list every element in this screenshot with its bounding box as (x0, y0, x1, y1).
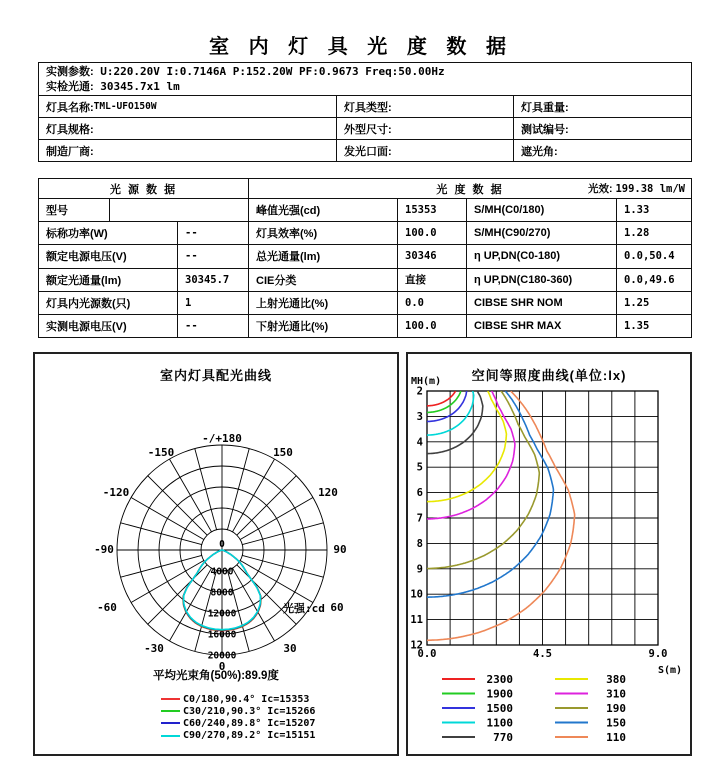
data-value-cell: 0.0,50.4 (624, 250, 675, 263)
data-label-cell: 标称功率(W) (39, 222, 178, 244)
iso-ytick-label: 4 (416, 436, 423, 449)
data-value-cell: 100.0 (398, 222, 467, 244)
data-value-cell: 1.33 (624, 204, 650, 217)
polar-ring-label: 16000 (207, 629, 237, 641)
data-row (39, 269, 691, 292)
iso-ytick-label: 3 (416, 410, 423, 423)
polar-grid-spoke (227, 449, 249, 530)
info-cell-label: 测试编号: (521, 123, 569, 136)
iso-legend-label: 380 (606, 673, 626, 686)
efficacy-label: 光效: (588, 183, 616, 195)
iso-legend-label: 1500 (486, 702, 513, 715)
info-cell (514, 118, 691, 139)
iso-xtick-label: 0.0 (417, 648, 437, 660)
data-label-cell: CIBSE SHR MAX (467, 315, 617, 337)
iso-xtick-label: 4.5 (533, 648, 552, 660)
iso-legend-label: 150 (606, 716, 626, 730)
iso-ytick-label: 11 (410, 614, 423, 627)
data-label-cell: 额定电源电压(V) (39, 245, 178, 267)
polar-grid-spoke (242, 555, 323, 577)
polar-legend (161, 693, 315, 742)
info-cell-value: TML-UFO150W (93, 101, 157, 112)
polar-center-label: 0 (219, 539, 225, 550)
polar-grid-spoke (170, 568, 212, 641)
iso-legend-label: 2300 (486, 673, 513, 686)
info-cell-label: 制造厂商: (46, 146, 94, 158)
polar-angle-label: 60 (330, 601, 344, 614)
isolux-curve (427, 391, 575, 640)
info-cell (39, 96, 337, 117)
data-value-cell: 直接 (398, 269, 467, 291)
polar-legend-swatch (161, 722, 180, 724)
measured-params-row (39, 63, 691, 96)
data-value-cell: 1.25 (624, 296, 650, 309)
data-value-cell: -- (178, 315, 249, 337)
polar-grid-spoke (131, 561, 204, 603)
iso-ytick-label: 10 (410, 588, 423, 601)
iso-legend-label: 1900 (486, 687, 513, 701)
polar-angle-label: -30 (144, 642, 164, 655)
iso-ytick-label: 7 (416, 512, 423, 525)
data-value-cell: 15353 (398, 199, 467, 221)
polar-angle-label: 30 (283, 642, 297, 655)
info-cell-label: 外型尺寸: (344, 123, 392, 136)
iso-ytick-label: 8 (416, 537, 423, 550)
data-label-cell: 峰值光强(cd) (249, 199, 398, 221)
polar-legend-swatch (161, 735, 180, 737)
iso-xtick-label: 9.0 (648, 648, 668, 660)
info-cell-label: 灯具类型: (344, 101, 392, 114)
info-row (39, 140, 691, 162)
info-cell (514, 140, 691, 162)
isolux-panel (406, 352, 692, 756)
polar-angle-label: 150 (273, 446, 293, 459)
info-cell (39, 140, 337, 162)
data-label-cell: η UP,DN(C0-180) (467, 245, 617, 267)
isolux-curve (427, 391, 506, 502)
polar-grid-spoke (131, 498, 204, 540)
iso-legend-label: 1100 (486, 716, 513, 730)
polar-ring-label: 8000 (210, 587, 234, 599)
info-cell-label: 灯具名称: (46, 101, 94, 114)
polar-grid-spoke (233, 568, 275, 641)
info-cell-label: 发光口面: (344, 146, 392, 158)
info-cell (514, 96, 691, 117)
polar-angle-label: 120 (318, 486, 338, 499)
polar-grid-spoke (170, 459, 212, 532)
photometric-data-table (38, 178, 692, 338)
polar-legend-swatch (161, 698, 180, 700)
data-value-cell: -- (178, 245, 249, 267)
data-value-cell: 1.35 (624, 319, 650, 332)
measured-flux-value: 30345.7x1 lm (93, 80, 180, 93)
data-label-cell: 型号 (39, 199, 110, 221)
measured-params-label: 实测参数: (46, 66, 94, 78)
iso-ytick-label: 5 (416, 461, 423, 474)
data-label-cell: 灯具内光源数(只) (39, 292, 178, 314)
iso-ytick-label: 6 (416, 487, 423, 500)
data-label-cell: 额定光通量(lm) (39, 269, 178, 291)
data-label-cell: S/MH(C90/270) (467, 222, 617, 244)
polar-grid-spoke (148, 565, 207, 624)
data-label-cell: CIE分类 (249, 269, 398, 291)
polar-legend-label: C90/270,89.2° Ic=15151 (183, 730, 316, 742)
isolux-chart-title: 空间等照度曲线(单位:lx) (471, 368, 627, 383)
isolux-chart (408, 354, 690, 754)
polar-legend-label: C60/240,89.8° Ic=15207 (183, 717, 316, 729)
polar-angle-label: -120 (102, 486, 130, 499)
polar-grid-spoke (121, 523, 202, 545)
polar-legend-item (161, 717, 315, 729)
data-label-cell: 总光通量(lm) (249, 245, 398, 267)
data-row (39, 245, 691, 268)
polar-legend-swatch (161, 710, 180, 712)
info-cell-label: 灯具重量: (521, 101, 569, 114)
data-label-cell: η UP,DN(C180-360) (467, 269, 617, 291)
data-label-cell: 实测电源电压(V) (39, 315, 178, 337)
info-row (39, 96, 691, 118)
iso-legend-label: 110 (606, 731, 626, 744)
info-cell-label: 灯具规格: (46, 123, 94, 136)
iso-legend-label: 190 (606, 702, 626, 715)
data-table-header (39, 179, 691, 199)
polar-legend-label: C30/210,90.3° Ic=15266 (183, 705, 316, 717)
polar-angle-label: -/+180 (202, 432, 242, 445)
data-value-cell: 1 (178, 292, 249, 314)
efficacy-text (588, 179, 685, 199)
data-row (39, 222, 691, 245)
data-row (39, 199, 691, 222)
isolux-curve (427, 391, 467, 422)
data-label-cell: CIBSE SHR NOM (467, 292, 617, 314)
data-value-cell: -- (178, 222, 249, 244)
info-cell-label: 遮光角: (521, 146, 558, 158)
iso-xlabel: S(m) (658, 665, 683, 676)
measured-flux-label: 实检光通: (46, 81, 94, 93)
polar-ring-label: 4000 (210, 566, 234, 578)
polar-grid-spoke (240, 561, 313, 603)
polar-grid-spoke (237, 476, 296, 535)
iso-ylabel: MH(m) (411, 376, 442, 387)
iso-legend-label: 770 (493, 731, 513, 744)
photometric-data-title: 光 度 数 据 (436, 183, 504, 196)
data-row (39, 315, 691, 337)
info-cell (39, 118, 337, 139)
measured-params-line (46, 64, 691, 79)
info-cell (337, 96, 514, 117)
data-value-cell: 1.28 (624, 227, 650, 240)
polar-legend-item (161, 730, 315, 742)
measured-params-value: U:220.20V I:0.7146A P:152.20W PF:0.9673 Freq:50.00Hz (93, 65, 445, 78)
polar-legend-item (161, 705, 315, 717)
polar-grid-spoke (121, 555, 202, 577)
measured-flux-line (46, 79, 691, 94)
polar-grid-spoke (233, 459, 275, 532)
info-cell (337, 118, 514, 139)
intensity-unit-label: 光强:cd (283, 602, 325, 615)
data-label-cell: 灯具效率(%) (249, 222, 398, 244)
source-data-header: 光 源 数 据 (39, 179, 249, 198)
polar-ring-label: 12000 (207, 608, 237, 620)
iso-ytick-label: 9 (416, 563, 423, 576)
luminaire-info-table (38, 62, 692, 162)
polar-legend-label: C0/180,90.4° Ic=15353 (183, 693, 310, 705)
polar-angle-label: -60 (97, 601, 117, 614)
polar-angle-label: -150 (147, 446, 175, 459)
polar-chart-title: 室内灯具配光曲线 (159, 368, 272, 383)
polar-curve-panel (33, 352, 399, 756)
polar-angle-label: 0 (218, 660, 226, 673)
data-value-cell: 0.0,49.6 (624, 273, 675, 286)
page-title: 室 内 灯 具 光 度 数 据 (209, 36, 513, 58)
polar-ring-label: 20000 (207, 650, 237, 662)
iso-ytick-label: 12 (410, 639, 423, 652)
polar-angle-label: -90 (94, 543, 114, 556)
polar-grid-spoke (195, 449, 217, 530)
data-value-cell: 30345.7 (178, 269, 249, 291)
polar-grid-spoke (240, 498, 313, 540)
info-row (39, 118, 691, 140)
polar-grid-spoke (237, 565, 296, 624)
efficacy-value: 199.38 lm/W (615, 183, 685, 195)
data-value-cell: 30346 (398, 245, 467, 267)
iso-ytick-label: 2 (416, 385, 423, 398)
beam-angle-caption: 平均光束角(50%):89.9度 (153, 670, 279, 682)
data-row (39, 292, 691, 315)
photometric-data-header (249, 179, 691, 198)
data-label-cell: 下射光通比(%) (249, 315, 398, 337)
data-value-cell (110, 199, 249, 221)
data-value-cell: 0.0 (398, 292, 467, 314)
data-label-cell: S/MH(C0/180) (467, 199, 617, 221)
polar-angle-label: 90 (333, 543, 347, 556)
data-value-cell: 100.0 (398, 315, 467, 337)
polar-legend-item (161, 693, 315, 705)
iso-legend-label: 310 (606, 687, 626, 701)
data-label-cell: 上射光通比(%) (249, 292, 398, 314)
info-cell (337, 140, 514, 162)
polar-grid-spoke (242, 523, 323, 545)
polar-grid-spoke (148, 476, 207, 535)
